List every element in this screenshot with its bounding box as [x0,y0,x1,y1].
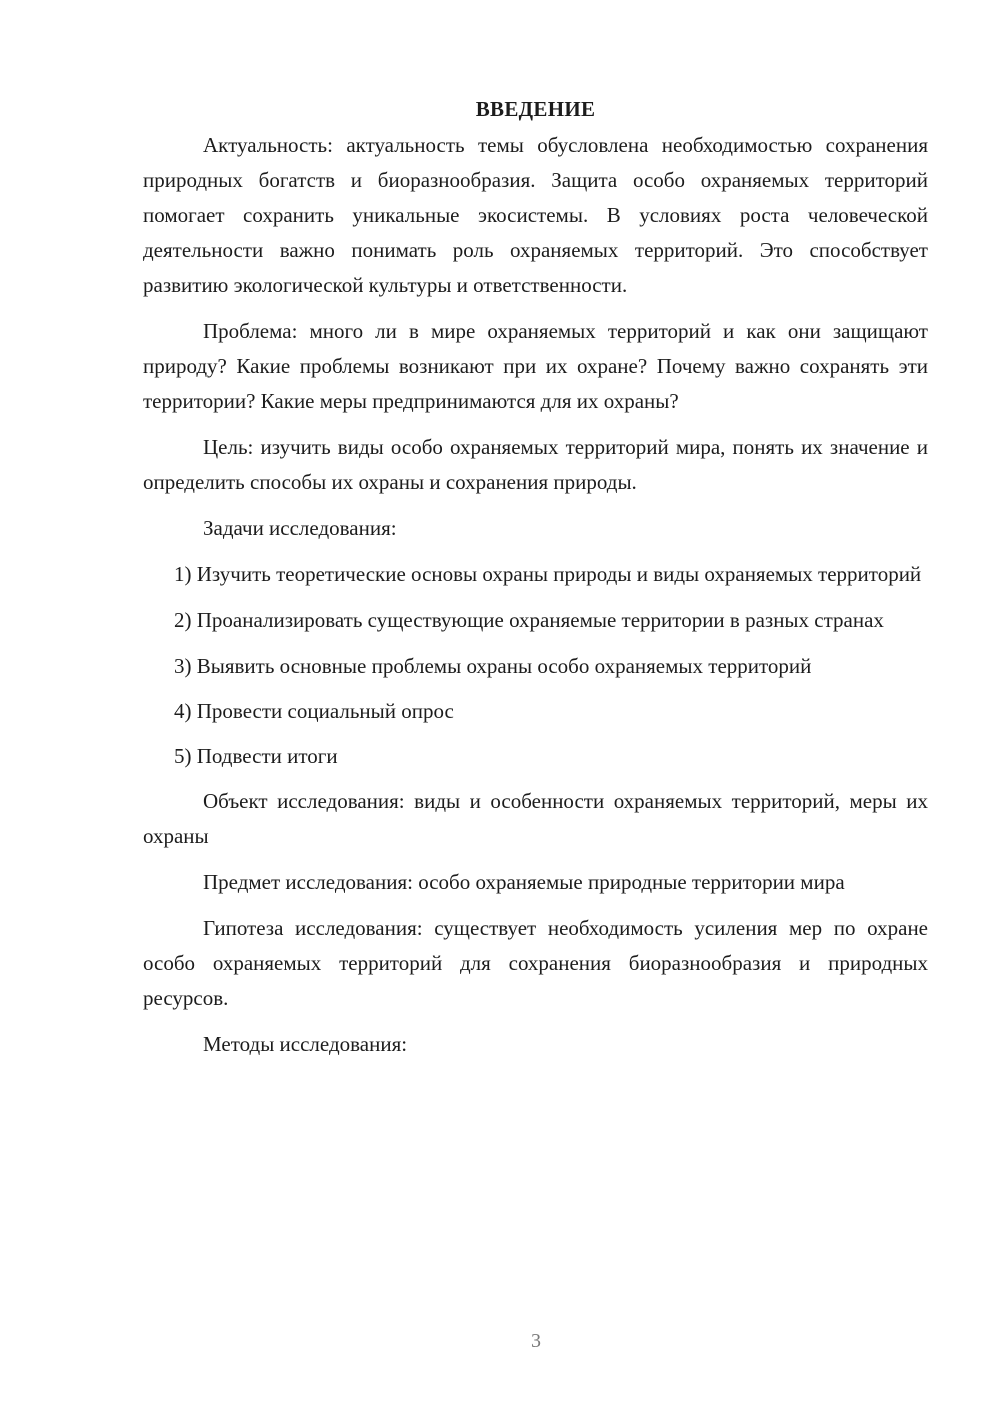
page-title: ВВЕДЕНИЕ [475,97,596,121]
page-number: 3 [531,1330,541,1352]
paragraph-hypothesis: Гипотеза исследования: существует необходимость усиления мер по охране особо охраняемых территорий для сохранения биоразнообразия и природных ресурсов. [143,916,928,1010]
task-list-item: 1) Изучить теоретические основы охраны природы и виды охраняемых территорий [174,562,922,586]
task-list-item: 5) Подвести итоги [174,744,338,768]
paragraph-tasks-heading: Задачи исследования: [203,516,397,540]
paragraph-object: Объект исследования: виды и особенности охраняемых территорий, меры их охраны [143,789,928,848]
task-list-item: 4) Провести социальный опрос [174,699,454,723]
paragraph-problem: Проблема: много ли в мире охраняемых территорий и как они защищают природу? Какие проблемы возникают при их охране? Почему важно сохранять эти территории? Какие меры предпринимаются для их охраны? [143,319,928,413]
paragraph-relevance: Актуальность: актуальность темы обусловлена необходимостью сохранения природных богатств и биоразнообразия. Защита особо охраняемых территорий помогает сохранить уникальные экосистемы. В условиях роста человеческой деятельности важно понимать роль охраняемых территорий. Это способствует развитию экологической культуры и ответственности. [143,133,928,297]
paragraph-subject: Предмет исследования: особо охраняемые природные территории мира [203,870,845,894]
document-body [143,92,928,1062]
task-list-item: 2) Проанализировать существующие охраняемые территории в разных странах [174,608,884,632]
task-list-item: 3) Выявить основные проблемы охраны особо охраняемых территорий [174,654,812,678]
paragraph-goal: Цель: изучить виды особо охраняемых территорий мира, понять их значение и определить способы их охраны и сохранения природы. [143,435,928,494]
paragraph-methods: Методы исследования: [203,1032,408,1056]
